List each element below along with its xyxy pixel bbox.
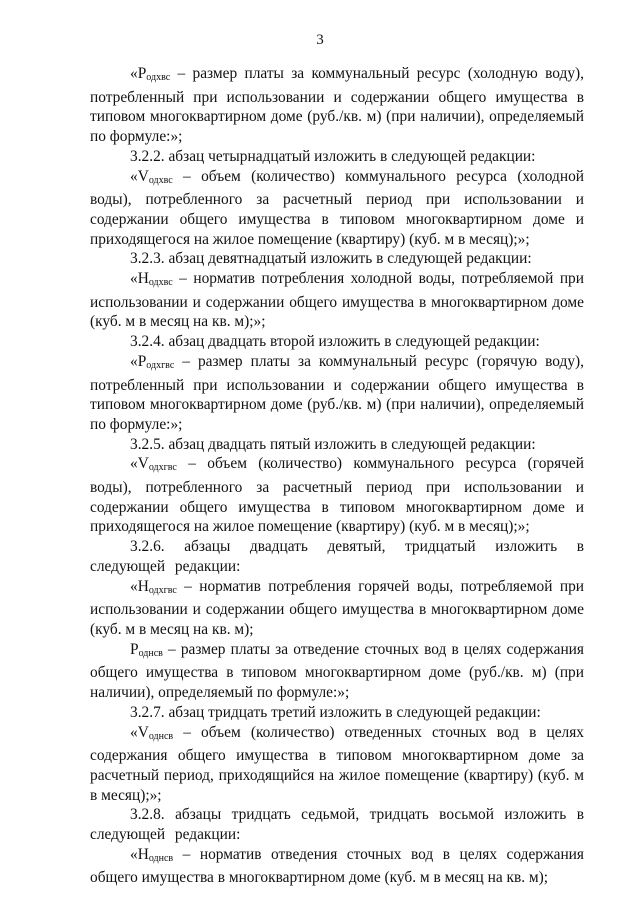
paragraph-v-odhvs: «Vодхвс – объем (количество) коммунального ресурса (холодной воды), потребленного за расчетный период при использовании и содержании общего имущества в типовом многоквартирном доме и приходящегося на жилое помещение (квартиру) (куб. м в месяц);»; [90,167,584,248]
paragraph-p-odhvs: «Pодхвс – размер платы за коммунальный ресурс (холодную воду), потребленный при использовании и содержании общего имущества в типовом многоквартирном доме (руб./кв. м) (при наличии), определяемый по формуле:»; [90,65,584,146]
paragraph-n-odnsv: «Ноднсв – норматив отведения сточных вод в целях содержания общего имущества в многоквартирном доме (куб. м в месяц на кв. м); [90,845,584,887]
paragraph-3-2-7: 3.2.7. абзац тридцать третий изложить в следующей редакции: [130,703,541,721]
paragraph-3-2-3: 3.2.3. абзац девятнадцатый изложить в следующей редакции: [130,250,532,268]
paragraph-n-odhvs: «Нодхвс – норматив потребления холодной воды, потребляемой при использовании и содержании общего имущества в многоквартирном доме (куб. м в месяц на кв. м);»; [90,270,584,331]
paragraph-n-odhgvs: «Нодхгвс – норматив потребления горячей воды, потребляемой при использовании и содержании общего имущества в многоквартирном доме (куб. м в месяц на кв. м); [90,577,584,638]
paragraph-3-2-4: 3.2.4. абзац двадцать второй изложить в следующей редакции: [130,333,540,351]
paragraph-v-odhgvs: «Vодхгвс – объем (количество) коммунального ресурса (горячей воды), потребленного за расчетный период при использовании и содержании общего имущества в типовом многоквартирном доме и приходящегося на жилое помещение (квартиру) (куб. м в месяц);»; [90,455,584,536]
paragraph-3-2-6: 3.2.6. абзацы двадцать девятый, тридцатый изложить в следующей редакции: [90,538,584,575]
paragraph-p-odhgvs: «Pодхгвс – размер платы за коммунальный ресурс (горячую воду), потребленный при использовании и содержании общего имущества в типовом многоквартирном доме (руб./кв. м) (при наличии), определяемый по формуле:»; [90,352,584,433]
paragraph-3-2-2: 3.2.2. абзац четырнадцатый изложить в следующей редакции: [130,147,536,165]
paragraph-v-odnsv: «Vоднсв – объем (количество) отведенных сточных вод в целях содержания общего имущества в типовом многоквартирном доме за расчетный период, приходящийся на жилое помещение (квартиру) (куб. м в месяц);»; [90,723,584,804]
paragraph-3-2-8: 3.2.8. абзацы тридцать седьмой, тридцать восьмой изложить в следующей редакции: [90,806,584,844]
document-body [90,64,584,888]
paragraph-3-2-5: 3.2.5. абзац двадцать пятый изложить в следующей редакции: [130,435,536,453]
page-number: 3 [316,32,324,48]
paragraph-p-odnsv: Pоднсв – размер платы за отведение сточных вод в целях содержания общего имущества в типовом многоквартирном доме (руб./кв. м) (при наличии), определяемый по формуле:»; [90,640,584,702]
